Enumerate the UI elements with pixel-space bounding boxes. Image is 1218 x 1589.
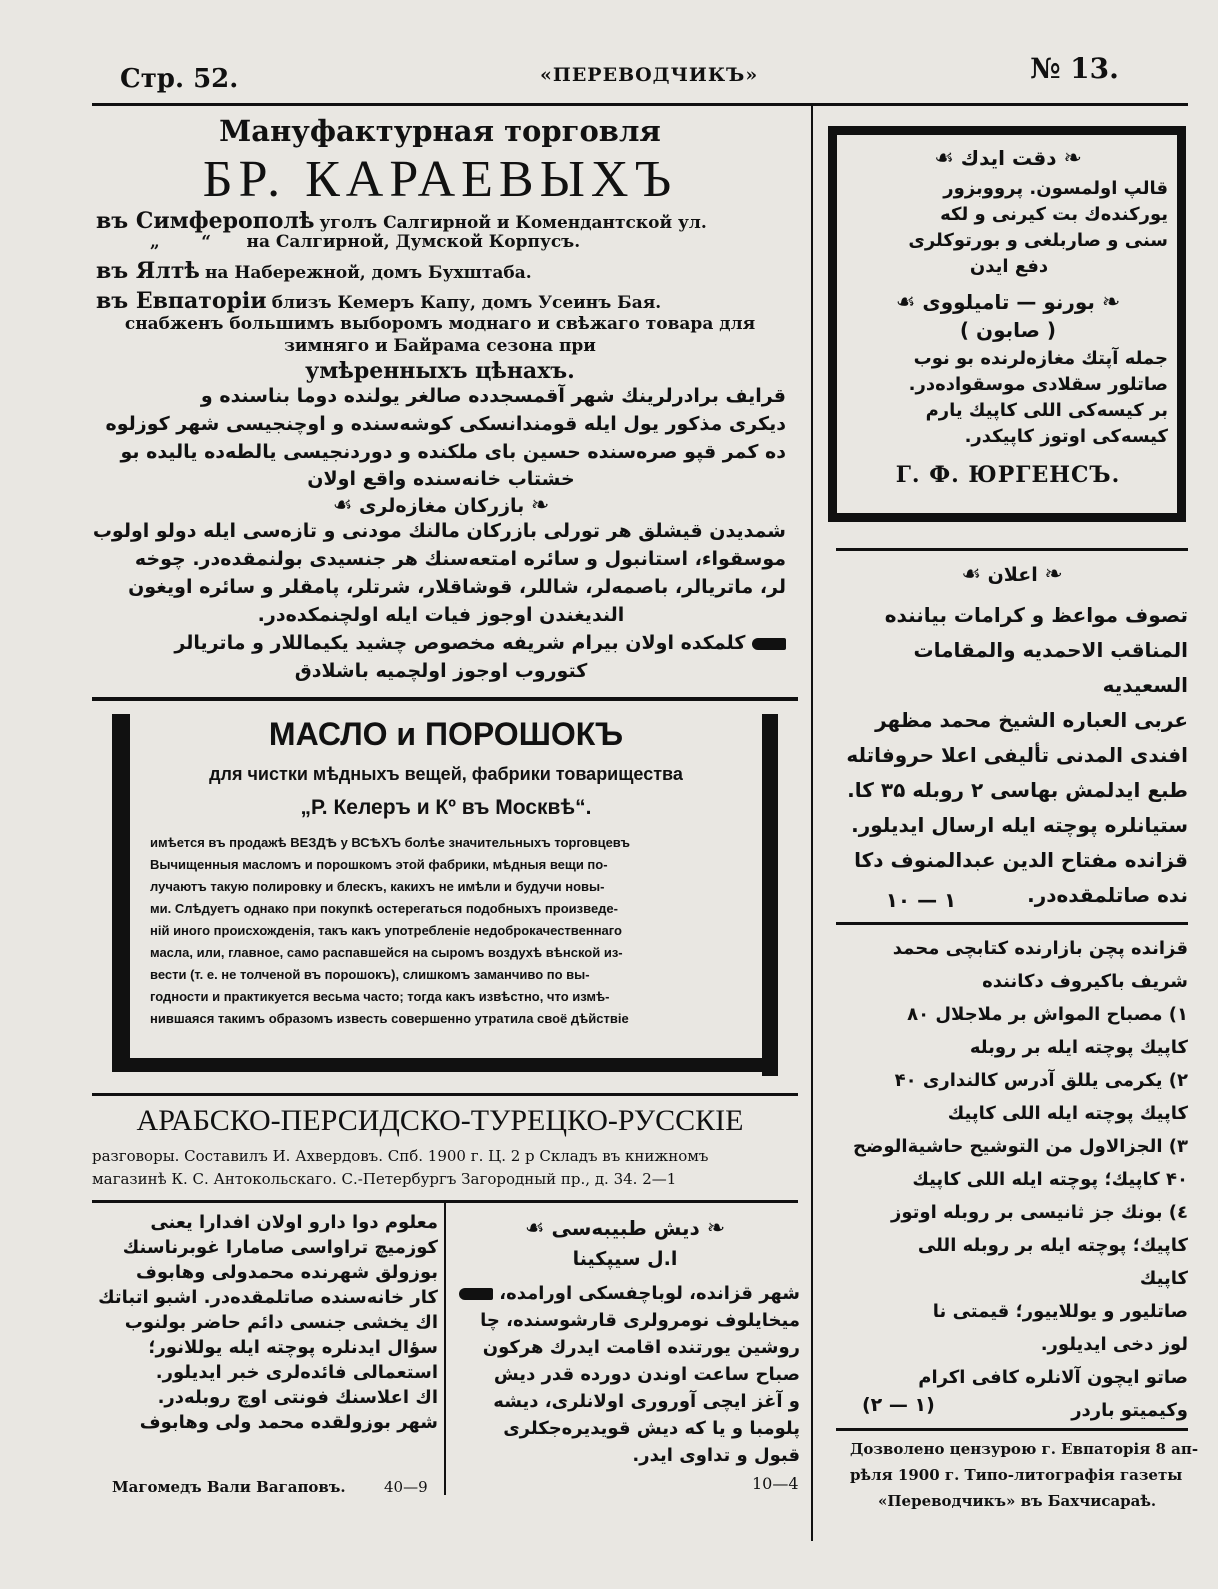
text-line: ٤) بونك جز ثانیسی بر روبله اوتوز [890,1202,1188,1223]
text-line: کاپیك پوچته ایله بر روبله [969,1037,1188,1058]
text-line: میخایلوف نومرولری قارشوسنده، چا [480,1310,800,1331]
signature: Магомедъ Вали Вагаповъ. [112,1478,346,1496]
section-rule [92,1093,798,1096]
ad-lines [92,1210,438,1435]
text-line: کار خانه‌سنده صاتلمقده‌در. اشبو اتباتك [98,1287,438,1308]
location-simferopol [96,208,796,234]
header-rule [92,103,1188,106]
text-line: بوزولق شهرنده محمدولی وهابوف [135,1262,438,1283]
text-line: کاپیك؛ پوچته ایله بر روبله اللی [917,1235,1188,1256]
text-line: افندی المدنی تألیفی اعلا حروفاتله [846,743,1188,767]
location-yalta [96,258,532,284]
ad-title [846,146,1170,171]
text-line: یورکنده‌ك بت کیرنی و لکه [940,204,1168,225]
text-line: جمله آپتك مغازه‌لرنده بو نوب [913,348,1168,369]
bottom-divider [444,1203,446,1495]
body-line: нившаяся такимъ образомъ известь совершенно утратила своё дѣйствіе [150,1011,629,1026]
issue-number: № 13. [1030,52,1119,85]
text-line: قزانده مفتاح الدین عبدالمنوف دکا [854,848,1188,872]
page-number: Стр. 52. [120,64,239,94]
city-label: въ Евпаторіи [96,288,267,314]
ornament-icon: ☙ [934,146,954,171]
ad-line: снабженъ большимъ выборомъ моднаго и свѣжаго товара для [124,314,756,334]
text-line: صباح ساعت اوندن دورده قدر دیش [493,1364,800,1385]
ornament-icon: ❧ [1063,146,1082,171]
arabic-subheading [96,493,786,518]
text-content: شهر قزانده، لوباچفسکی اورامده، [499,1283,800,1304]
body-line: вести (т. е. не толченой въ порошокъ), слишкомъ заманчиво по вы- [150,967,590,982]
text-line [454,1280,800,1307]
arabic-line: موسقواء، استانبول و سائره امتعه‌سنك هر جنسیدی بولنمقده‌در. چوخه [134,548,786,570]
location-evpatoria [96,288,661,314]
address-text: на Набережной, домъ Бухштаба. [204,263,532,283]
text-line: صاتلیور و یوللاییور؛ قیمتی نا [932,1301,1188,1322]
text-line: المناقب الاحمدیه والمقامات السعیدیه [913,638,1188,697]
book-line: разговоры. Составилъ И. Ахвердовъ. Спб. 1900 г. Ц. 2 р Складъ въ книжномъ [92,1147,709,1165]
text-line: معلوم دوا دارو اولان افدارا یعنی [150,1212,438,1233]
pointing-hand-icon [752,638,786,650]
text-line: سؤال ایدنلره پوچته ایله یوللانور؛ [148,1337,438,1358]
product-note: ( صابون ) [959,318,1057,342]
text-line: قبول و تداوی ایدر. [632,1445,800,1466]
arabic-line: ده کمر قپو صره‌سنده حسین بای ملکنده و دوردنجیسی یالطه‌ده یالیده بو [120,441,786,463]
ornament-icon: ☙ [895,290,916,315]
book-line: магазинѣ К. С. Антокольскаго. С.-Петербургъ Загородный пр., д. 34. 2—1 [92,1170,677,1188]
body-line: имѣется въ продажѣ ВЕЗДѢ у ВСѢХЪ болѣе значительныхъ торговцевъ [150,835,630,850]
ad-number: 10—4 [752,1474,799,1493]
text-line: کوزمیچ ترا‌واسی صامارا غوبرناسنك [122,1237,438,1258]
box-left-bar [112,714,130,1068]
ornament-icon: ☙ [961,562,981,587]
text-line: پلومبا و یا که دیش قویدیره‌جکلری [503,1418,800,1439]
text-line: ۴۰ کاپیك؛ پوچته ایله اللی کاپیك [912,1169,1188,1190]
arabic-line: الندیغندن اوجوز فیات ایله اولچنمکده‌در. [257,604,625,626]
arabic-line: کتوروب اوجوز اولچمیه باشلادق [294,660,588,682]
ornament-icon: ☙ [332,493,353,518]
body-line: лучаютъ такую полировку и блескъ, какихъ не имѣли и будучи новы- [150,879,605,894]
ornament-icon: ❧ [1044,562,1063,587]
ad-line: зимняго и Байрама сезона при [284,336,596,356]
text-line: ۱) مصباح المواش بر ملاجلال ۸۰ [907,1004,1188,1025]
column-divider [811,106,813,1541]
ad-title [450,1216,800,1241]
ad-firm: „Р. Келеръ и Кº въ Москвѣ“. [300,796,592,819]
body-line: масла, или, главное, само распавшейся на сыромъ воздухѣ вѣнской из- [150,945,623,960]
arabic-line: لر، ماتریالر، باصمه‌لر، شاللر، قوشاقلار، شرتلر، پامقلر و سائره اویغون [128,576,786,598]
ad-lines [850,346,1168,450]
text-line: تصوف مواعظ و کرامات بیاننده [884,603,1188,627]
box-right-bar [762,714,778,1076]
ad-heading: Мануфактурная торговля [219,114,661,148]
text-line: قالپ اولمسون. پرووبزور [943,178,1168,199]
arabic-line: شمدیدن قیشلق هر تورلی بازرکان مالنك مودنی و تازه‌سی ایله دولو اولوب [92,520,786,542]
body-line: ній иного происхожденія, такъ какъ употребленіе недоброкачественнаго [150,923,622,938]
newspaper-title: «ПЕРЕВОДЧИКЪ» [540,64,759,86]
title-text: دیش طبیبه‌سی [551,1216,700,1240]
text-line: نده صاتلمقده‌در. [1027,883,1188,907]
ad-lines [454,1280,800,1469]
section-rule [836,548,1188,551]
text-line: کاپیك [1139,1268,1188,1289]
text-line: شریف باکیروف دکاننده [982,971,1188,992]
text-line: روشین یورتنده اقامت ایدرك هرکون [482,1337,800,1358]
body-line: годности и практикуется весьма часто; тогда какъ извѣстно, что измѣ- [150,989,610,1004]
ad-number: (۲ — ۱) [862,1394,935,1416]
dentist-name: ا.ل سیپکینا [572,1248,678,1270]
arabic-line: دیکری مذکور یول ایله قومندانسکی کوشه‌سنده و اوچنجیسی شهر کوزلوه [105,413,786,435]
text-line: کاپیك پوچته ایله اللی کاپیك [947,1103,1188,1124]
text-line: دفع ایدن [969,256,1049,277]
title-text: دقت ایدك [960,146,1057,170]
arabic-line: خشتاب خانه‌سنده واقع اولان [307,468,575,490]
ornament-icon: ❧ [706,1216,726,1241]
text-line: بر کیسه‌کی اللی کاپیك یارم [925,400,1168,421]
arabic-text: کلمکده اولان بیرام شریفه مخصوص چشید یکیماللار و ماتریالر [174,632,746,654]
arabic-line-pointer [96,632,786,654]
ornament-icon: ❧ [530,493,550,518]
product-text: بورنو — تامیلووی [922,290,1095,314]
text-line: وکیمیتو باردر [1071,1400,1188,1421]
city-label: въ Ялтѣ [96,258,200,284]
text-line: ۳) الجزالاول من التوشیح حاشیةالوضح [853,1136,1188,1157]
subheading-text: بازرکان مغازه‌لری [358,495,525,517]
title-text: اعلان [987,564,1038,586]
arabic-line: قرایف برادرلرینك شهر آقمسجدده صالغر یولنده دوما بناسنده و [200,385,786,407]
text-line: ۲) یکرمی یللق آدرس کالنداری ۴۰ [894,1070,1188,1091]
address-text: уголъ Салгирной и Комендантской ул. [319,213,707,233]
ornament-icon: ❧ [1101,290,1121,315]
text-line: کیسه‌کی اوتوز کاپیکدر. [964,426,1168,447]
product-name [846,290,1170,315]
text-line: استعمالی فائده‌لری خبر ایدیلور. [155,1362,438,1383]
address-text: близъ Кемеръ Капу, домъ Усеинъ Бая. [271,293,662,313]
text-line: ستیانلره پوچته ایله ارسال ایدیلور. [851,813,1188,837]
location-simferopol-2: „ “ на Салгирной, Думской Корпусъ. [150,232,581,252]
text-line: سنی و صاربلغی و بورتوکلری [908,230,1168,251]
body-line: Вычищенныя масломъ и порошкомъ этой фабрики, мѣдныя вещи по- [150,857,608,872]
text-line: شهر بوزولقده محمد ولی وهابوف [139,1412,438,1433]
text-line: اك یخشی جنسی دائم حاضر بولنوب [124,1312,438,1333]
ad-lines [836,598,1188,913]
box-bottom-bar [112,1058,778,1072]
ad-subtitle: для чистки мѣдныхъ вещей, фабрики товарищества [209,764,683,784]
section-rule [92,697,798,701]
body-line: ми. Слѣдуетъ однако при покупкѣ остерегаться подобныхъ произведе- [150,901,618,916]
censor-line: «Переводчикъ» въ Бахчисараѣ. [878,1492,1157,1510]
pointing-hand-icon [459,1288,493,1300]
ad-title: МАСЛО и ПОРОШОКЪ [268,716,624,752]
ad-title [836,562,1188,587]
prices-line: умѣренныхъ цѣнахъ. [305,358,575,384]
text-line: و آغز ایچی آوروری اولانلری، دیشه [493,1391,800,1412]
text-line: طبع ایدلمش بهاسی ۲ روبله ۳۵ کا. [847,778,1188,802]
city-label: въ Симферополѣ [96,208,315,234]
ad-lines [836,932,1188,1427]
ad-number: 40—9 [384,1478,428,1496]
ad-body [150,832,750,1030]
ad-number: ۱۰ — ۱ [885,888,957,912]
section-rule [836,1428,1188,1431]
text-line: اك اعلاسنك فونتی اوچ روبله‌در. [157,1387,438,1408]
text-line: لوز دخی ایدیلور. [1040,1334,1188,1355]
section-rule [836,922,1188,925]
ad-lines [850,176,1168,280]
text-line: عربی العباره الشیخ محمد مظهر [875,708,1188,732]
censor-line: рѣля 1900 г. Типо-литографія газеты [850,1466,1183,1484]
text-line: قزانده پچن بازارنده کتابچی محمد [892,938,1188,959]
book-title: АРАБСКО-ПЕРСИДСКО-ТУРЕЦКО-РУССКІЕ [136,1104,744,1137]
text-line: صاتلور سقلادی موسقواده‌در. [908,374,1168,395]
signature: Г. Ф. ЮРГЕНСЪ. [895,462,1121,488]
text-line: صاتو ایچون آلانلره کافی اکرام [918,1367,1188,1388]
firm-name: БР. КАРАЕВЫХЪ [202,151,678,208]
ornament-icon: ☙ [524,1216,545,1241]
censor-line: Дозволено цензурою г. Евпаторія 8 ап- [850,1440,1199,1458]
